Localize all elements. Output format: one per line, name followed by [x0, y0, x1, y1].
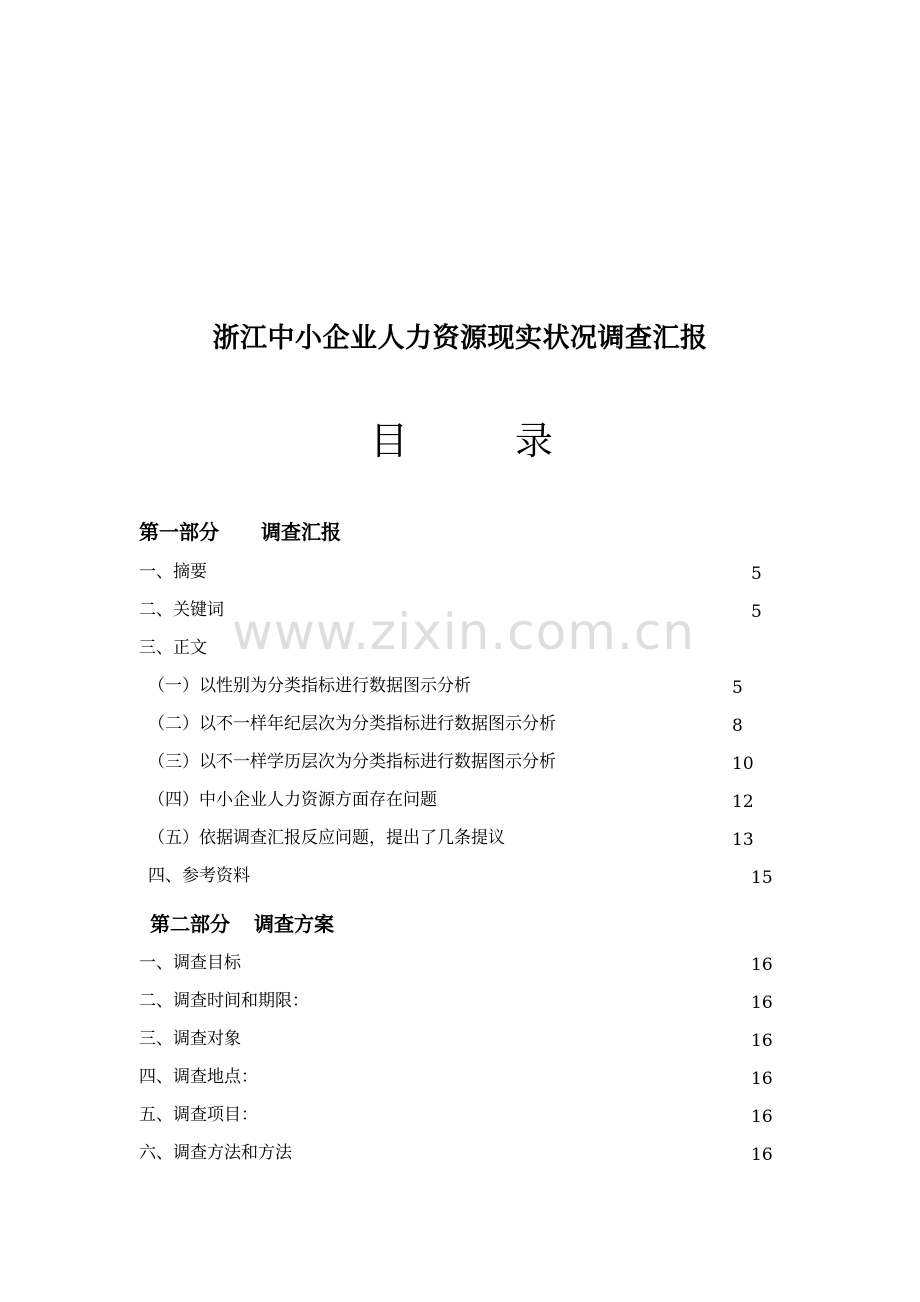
toc-entry[interactable]: 六、调查方法和方法 [139, 1143, 292, 1163]
toc-page-number: 16 [751, 955, 773, 975]
toc-page-number: 16 [751, 1145, 773, 1165]
toc-entry[interactable]: 三、正文 [139, 638, 207, 658]
part1-number: 第一部分 [139, 520, 219, 544]
toc-page-number: 5 [751, 602, 762, 622]
toc-entry[interactable]: 五、调查项目： [139, 1105, 258, 1125]
toc-entry[interactable]: 三、调查对象 [139, 1029, 241, 1049]
toc-page-number: 15 [751, 868, 773, 888]
toc-page-number: 10 [732, 754, 754, 774]
toc-heading [0, 410, 920, 463]
part2-number: 第二部分 [150, 912, 230, 936]
toc-page-number: 13 [732, 830, 754, 850]
toc-entry[interactable]: 四、调查地点： [139, 1067, 258, 1087]
toc-page-number: 8 [732, 716, 743, 736]
toc-entry[interactable]: 二、关键词 [139, 600, 224, 620]
toc-page-number: 16 [751, 1107, 773, 1127]
toc-page-number: 12 [732, 792, 754, 812]
toc-entry[interactable]: （一）以性别为分类指标进行数据图示分析 [148, 676, 471, 696]
toc-heading-char-2: 录 [515, 419, 554, 463]
toc-entry[interactable]: （三）以不一样学历层次为分类指标进行数据图示分析 [148, 752, 556, 772]
toc-page-number: 5 [732, 678, 743, 698]
toc-heading-char-1: 目 [370, 419, 409, 463]
toc-page-number: 16 [751, 993, 773, 1013]
toc-entry[interactable]: （四）中小企业人力资源方面存在问题 [148, 790, 437, 810]
document-title: 浙江中小企业人力资源现实状况调查汇报 [212, 323, 708, 354]
toc-entry[interactable]: （二）以不一样年纪层次为分类指标进行数据图示分析 [148, 714, 556, 734]
toc-entry[interactable]: 四、参考资料 [148, 866, 250, 886]
toc-entry[interactable]: 一、摘要 [139, 562, 207, 582]
toc-page-number: 5 [751, 564, 762, 584]
part2-heading [150, 908, 334, 937]
part1-name: 调查汇报 [261, 520, 341, 544]
part2-name: 调查方案 [254, 912, 334, 936]
watermark: www.zixin.com.cn [232, 603, 696, 661]
toc-page-number: 16 [751, 1069, 773, 1089]
part1-heading [139, 516, 341, 545]
toc-entry[interactable]: 一、调查目标 [139, 953, 241, 973]
toc-page-number: 16 [751, 1031, 773, 1051]
toc-entry[interactable]: 二、调查时间和期限： [139, 991, 309, 1011]
toc-entry[interactable]: （五）依据调查汇报反应问题，提出了几条提议 [148, 828, 505, 848]
